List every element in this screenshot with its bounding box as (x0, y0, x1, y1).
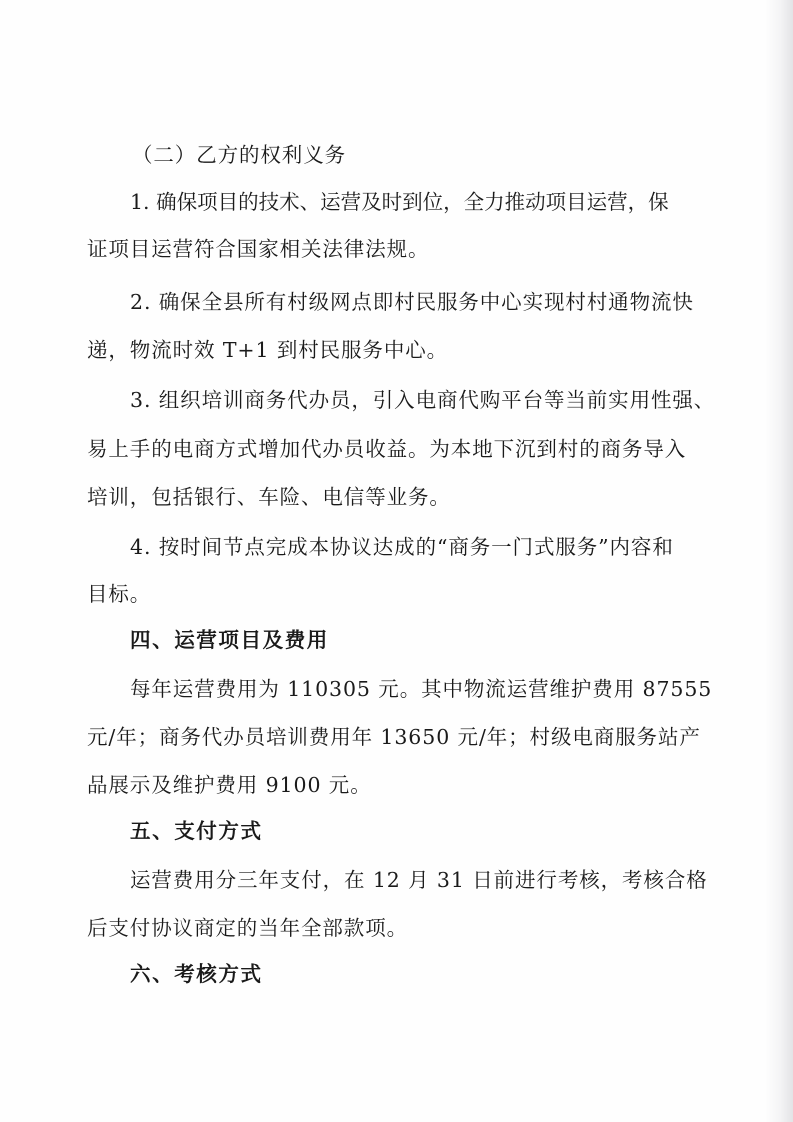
item-4-line-1: 4. 按时间节点完成本协议达成的“商务一门式服务”内容和 (130, 535, 674, 559)
section-4-line-1: 每年运营费用为 110305 元。其中物流运营维护费用 87555 (130, 677, 713, 701)
section-6-heading: 六、考核方式 (130, 962, 263, 986)
item-2-line-2: 递，物流时效 T+1 到村民服务中心。 (87, 338, 449, 362)
section-4-line-3: 品展示及维护费用 9100 元。 (87, 773, 372, 797)
item-4-line-2: 目标。 (87, 582, 152, 606)
item-1-line-1 (130, 190, 753, 214)
item-1-line-1-text: 1. 确保项目的技术、运营及时到位，全力推动项目运营，保 (130, 190, 669, 214)
item-3-line-1: 3. 组织培训商务代办员，引入电商代购平台等当前实用性强、 (130, 388, 716, 412)
subsection-title: （二）乙方的权利义务 (132, 143, 346, 167)
section-5-line-1: 运营费用分三年支付，在 12 月 31 日前进行考核，考核合格 (130, 868, 708, 892)
scan-edge-shadow (765, 0, 793, 1122)
item-1-line-2: 证项目运营符合国家相关法律法规。 (87, 237, 430, 261)
item-3-line-2: 易上手的电商方式增加代办员收益。为本地下沉到村的商务导入 (87, 437, 687, 461)
item-3-line-3: 培训，包括银行、车险、电信等业务。 (87, 485, 451, 509)
section-5-line-2: 后支付协议商定的当年全部款项。 (87, 916, 408, 940)
section-4-heading: 四、运营项目及费用 (130, 628, 329, 652)
section-5-heading: 五、支付方式 (130, 819, 263, 843)
section-4-line-2: 元/年；商务代办员培训费用年 13650 元/年；村级电商服务站产 (87, 725, 701, 749)
item-2-line-1: 2. 确保全县所有村级网点即村民服务中心实现村村通物流快 (130, 290, 694, 314)
